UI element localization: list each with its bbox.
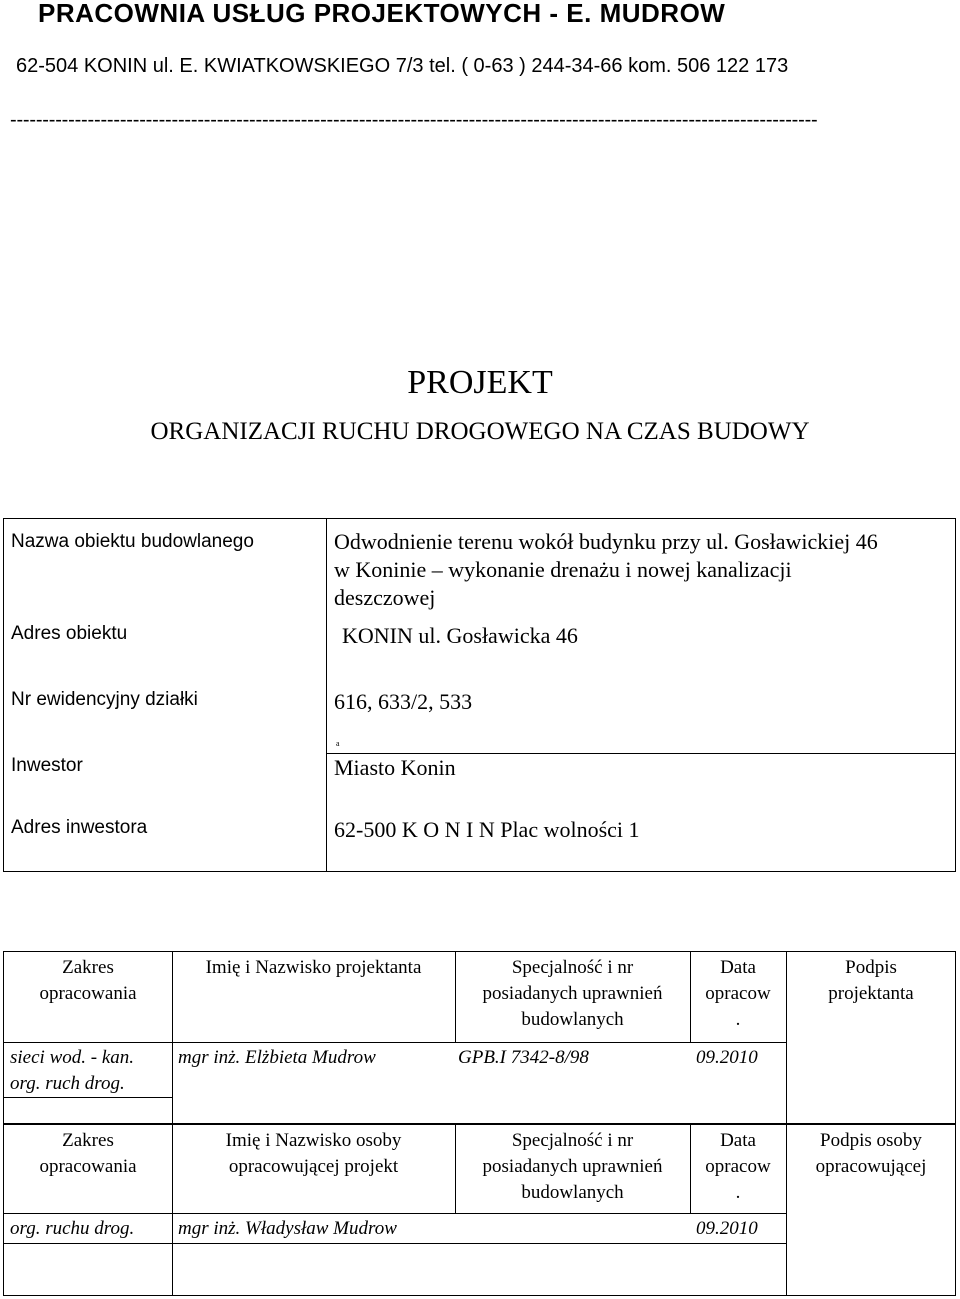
designer-name: mgr inż. Elżbieta Mudrow xyxy=(178,1047,376,1068)
designer-license: GPB.I 7342-8/98 xyxy=(458,1047,589,1068)
designers-header-signature: Podpis projektanta xyxy=(828,957,914,1004)
investor-label: Inwestor xyxy=(11,755,83,776)
object-name-label: Nazwa obiektu budowlanego xyxy=(11,531,254,552)
designers-table xyxy=(3,951,956,1124)
header-separator: ----------------------------------------------------------------------------------------------------------------------------- xyxy=(10,109,818,131)
designers-scope-line-1: sieci wod. - kan. xyxy=(10,1047,135,1068)
designers-header-name: Imię i Nazwisko projektanta xyxy=(205,957,422,978)
plot-number-label: Nr ewidencyjny działki xyxy=(11,689,198,710)
designer-date: 09.2010 xyxy=(696,1047,758,1068)
preparers-header-scope: Zakres opracowania xyxy=(39,1130,137,1177)
investor-address-label: Adres inwestora xyxy=(11,817,148,838)
preparers-header-license: Specjalność i nr posiadanych uprawnień budowlanych xyxy=(482,1130,663,1203)
preparers-header-signature: Podpis osoby opracowującej xyxy=(815,1130,927,1177)
object-name-line-3: deszczowej xyxy=(334,585,436,610)
small-mark: a xyxy=(336,739,340,748)
investor-address-value: 62-500 K O N I N Plac wolności 1 xyxy=(334,817,640,842)
project-subtitle: ORGANIZACJI RUCHU DROGOWEGO NA CZAS BUDOWY xyxy=(150,418,810,445)
preparers-scope: org. ruchu drog. xyxy=(10,1218,135,1239)
preparer-date: 09.2010 xyxy=(696,1218,758,1239)
project-title: PROJEKT xyxy=(407,364,553,401)
object-name-line-2: w Koninie – wykonanie drenażu i nowej kanalizacji xyxy=(334,557,792,582)
preparers-header-name: Imię i Nazwisko osoby opracowującej projekt xyxy=(225,1130,402,1177)
preparer-name: mgr inż. Władysław Mudrow xyxy=(178,1218,397,1239)
investor-value: Miasto Konin xyxy=(334,755,456,780)
preparers-table xyxy=(3,1124,956,1296)
plot-number-value: 616, 633/2, 533 xyxy=(334,689,473,714)
object-address-value: KONIN ul. Gosławicka 46 xyxy=(342,623,578,648)
designers-header-scope: Zakres opracowania xyxy=(39,957,137,1004)
preparers-header-date: Data opracow . xyxy=(705,1130,771,1203)
firm-address: 62-504 KONIN ul. E. KWIATKOWSKIEGO 7/3 tel. ( 0-63 ) 244-34-66 kom. 506 122 173 xyxy=(16,55,789,77)
project-info-box xyxy=(3,518,956,872)
row-divider xyxy=(326,753,956,754)
firm-name: PRACOWNIA USŁUG PROJEKTOWYCH - E. MUDROW xyxy=(38,0,726,28)
designers-header-date: Data opracow . xyxy=(705,957,771,1030)
designers-scope-line-2: org. ruch drog. xyxy=(10,1073,125,1094)
object-address-label: Adres obiektu xyxy=(11,623,128,644)
object-name-line-1: Odwodnienie terenu wokół budynku przy ul. Gosławickiej 46 xyxy=(334,529,878,554)
designers-header-license: Specjalność i nr posiadanych uprawnień budowlanych xyxy=(482,957,663,1030)
